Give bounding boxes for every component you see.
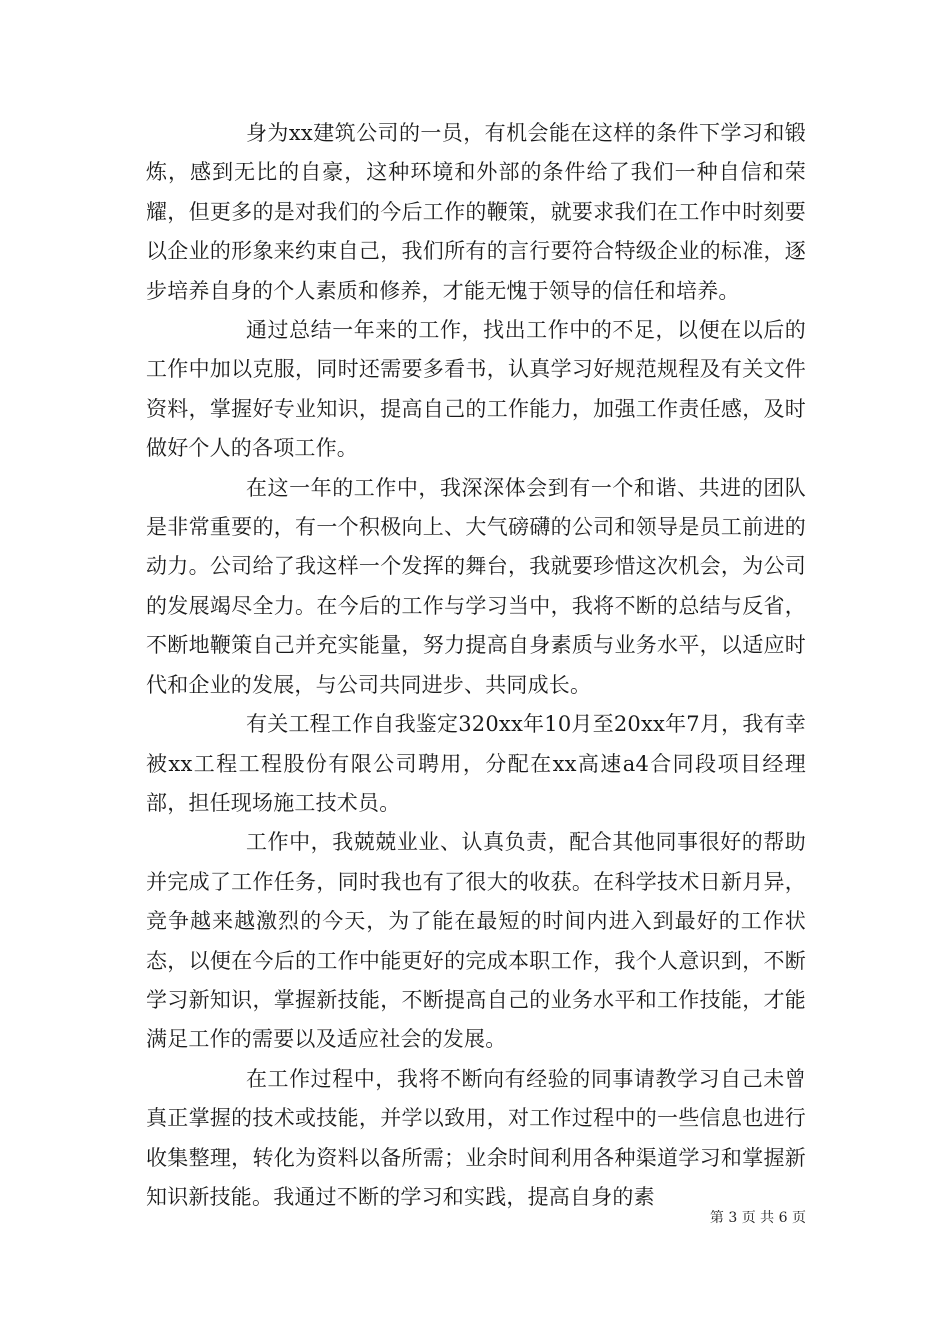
paragraph-1: 身为xx建筑公司的一员，有机会能在这样的条件下学习和锻炼，感到无比的自豪，这种环境和外部的条件给了我们一种自信和荣耀，但更多的是对我们的今后工作的鞭策，就要求我们在工作中时刻要以企业的形象来约束自己，我们所有的言行要符合特级企业的标准，逐步培养自身的个人素质和修养，才能无愧于领导的信任和培养。 (146, 121, 806, 303)
page-footer (710, 1209, 806, 1227)
document-body (146, 114, 806, 1217)
paragraph-2: 通过总结一年来的工作，找出工作中的不足，以便在以后的工作中加以克服，同时还需要多看书，认真学习好规范规程及有关文件资料，掌握好专业知识，提高自己的工作能力，加强工作责任感，及时做好个人的各项工作。 (146, 318, 806, 461)
paragraph-5: 工作中，我兢兢业业、认真负责，配合其他同事很好的帮助并完成了工作任务，同时我也有了很大的收获。在科学技术日新月异，竞争越来越激烈的今天，为了能在最短的时间内进入到最好的工作状态，以便在今后的工作中能更好的完成本职工作，我个人意识到，不断学习新知识，掌握新技能，不断提高自己的业务水平和工作技能，才能满足工作的需要以及适应社会的发展。 (146, 830, 806, 1052)
paragraph-4: 有关工程工作自我鉴定320xx年10月至20xx年7月，我有幸被xx工程工程股份有限公司聘用，分配在xx高速a4合同段项目经理部，担任现场施工技术员。 (146, 712, 806, 815)
paragraph-3: 在这一年的工作中，我深深体会到有一个和谐、共进的团队是非常重要的，有一个积极向上、大气磅礴的公司和领导是员工前进的动力。公司给了我这样一个发挥的舞台，我就要珍惜这次机会，为公司的发展竭尽全力。在今后的工作与学习当中，我将不断的总结与反省，不断地鞭策自己并充实能量，努力提高自身素质与业务水平，以适应时代和企业的发展，与公司共同进步、共同成长。 (146, 475, 806, 697)
page-number-label: 第 3 页 共 6 页 (709, 1210, 806, 1226)
paragraph-6: 在工作过程中，我将不断向有经验的同事请教学习自己未曾真正掌握的技术或技能，并学以致用，对工作过程中的一些信息也进行收集整理，转化为资料以备所需；业余时间利用各种渠道学习和掌握新知识新技能。我通过不断的学习和实践，提高自身的素 (146, 1066, 806, 1209)
